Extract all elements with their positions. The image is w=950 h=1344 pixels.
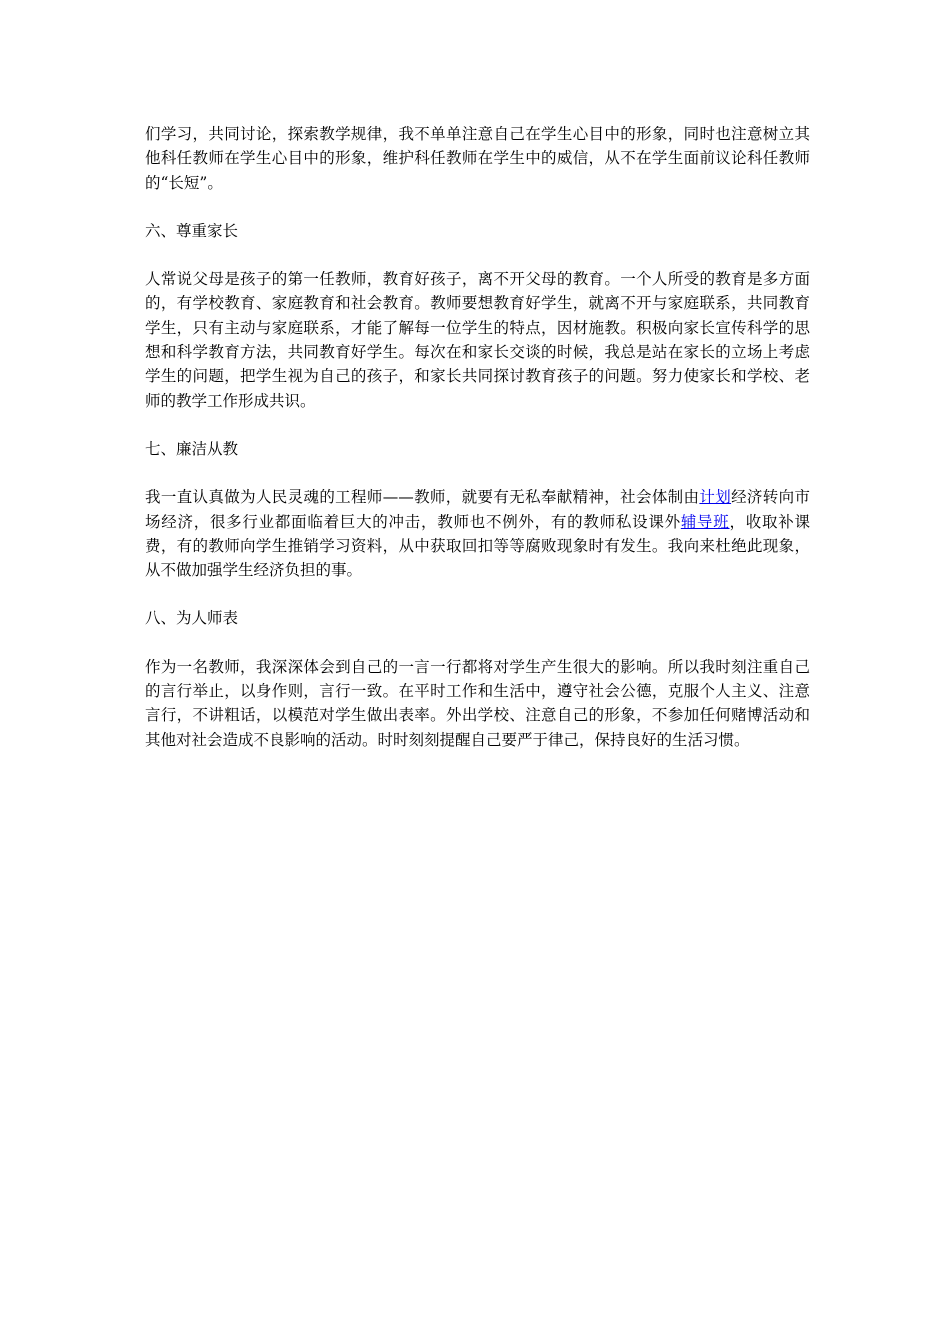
body-text: 我一直认真做为人民灵魂的工程师——教师，就要有无私奉献精神，社会体制由: [145, 488, 700, 507]
section-heading-role-model: 八、为人师表: [145, 609, 239, 628]
section-heading-integrity: 七、廉洁从教: [145, 439, 239, 458]
section-body-role-model: 作为一名教师，我深深体会到自己的一言一行都将对学生产生很大的影响。所以我时刻注重自己的言行举止，以身作则，言行一致。在平时工作和生活中，遵守社会公德，克服个人主义、注意言行，不讲粗话，以模范对学生做出表率。外出学校、注意自己的形象，不参加任何赌博活动和其他对社会造成不良影响的活动。时时刻刻提醒自己要严于律己，保持良好的生活习惯。: [145, 657, 810, 749]
section-heading-respect-parents: 六、尊重家长: [145, 221, 239, 240]
body-text: ，收取补课费，有的教师向学生推销学习资料，从中获取回扣等等腐败现象时有发生。我向来杜绝此现象，从不做加强学生经济负担的事。: [145, 512, 810, 580]
continuation-paragraph: 们学习，共同讨论，探索教学规律，我不单单注意自己在学生心目中的形象，同时也注意树立其他科任教师在学生心目中的形象，维护科任教师在学生中的威信，从不在学生面前议论科任教师的“长短”。: [145, 125, 810, 192]
document-page: [145, 122, 810, 776]
link-plan[interactable]: 计划: [699, 488, 732, 507]
section-body-respect-parents: 人常说父母是孩子的第一任教师，教育好孩子，离不开父母的教育。一个人所受的教育是多方面的，有学校教育、家庭教育和社会教育。教师要想教育好学生，就离不开与家庭联系，共同教育学生，只有主动与家庭联系，才能了解每一位学生的特点，因材施教。积极向家长宣传科学的思想和科学教育方法，共同教育好学生。每次在和家长交谈的时候，我总是站在家长的立场上考虑学生的问题，把学生视为自己的孩子，和家长共同探讨教育孩子的问题。努力使家长和学校、老师的教学工作形成共识。: [145, 270, 810, 410]
link-tutoring-class[interactable]: 辅导班: [680, 512, 730, 531]
section-body-integrity: [145, 485, 810, 582]
body-text: 经济转向市场经济，很多行业都面临着巨大的冲击，教师也不例外，有的教师私设课外: [145, 488, 810, 531]
